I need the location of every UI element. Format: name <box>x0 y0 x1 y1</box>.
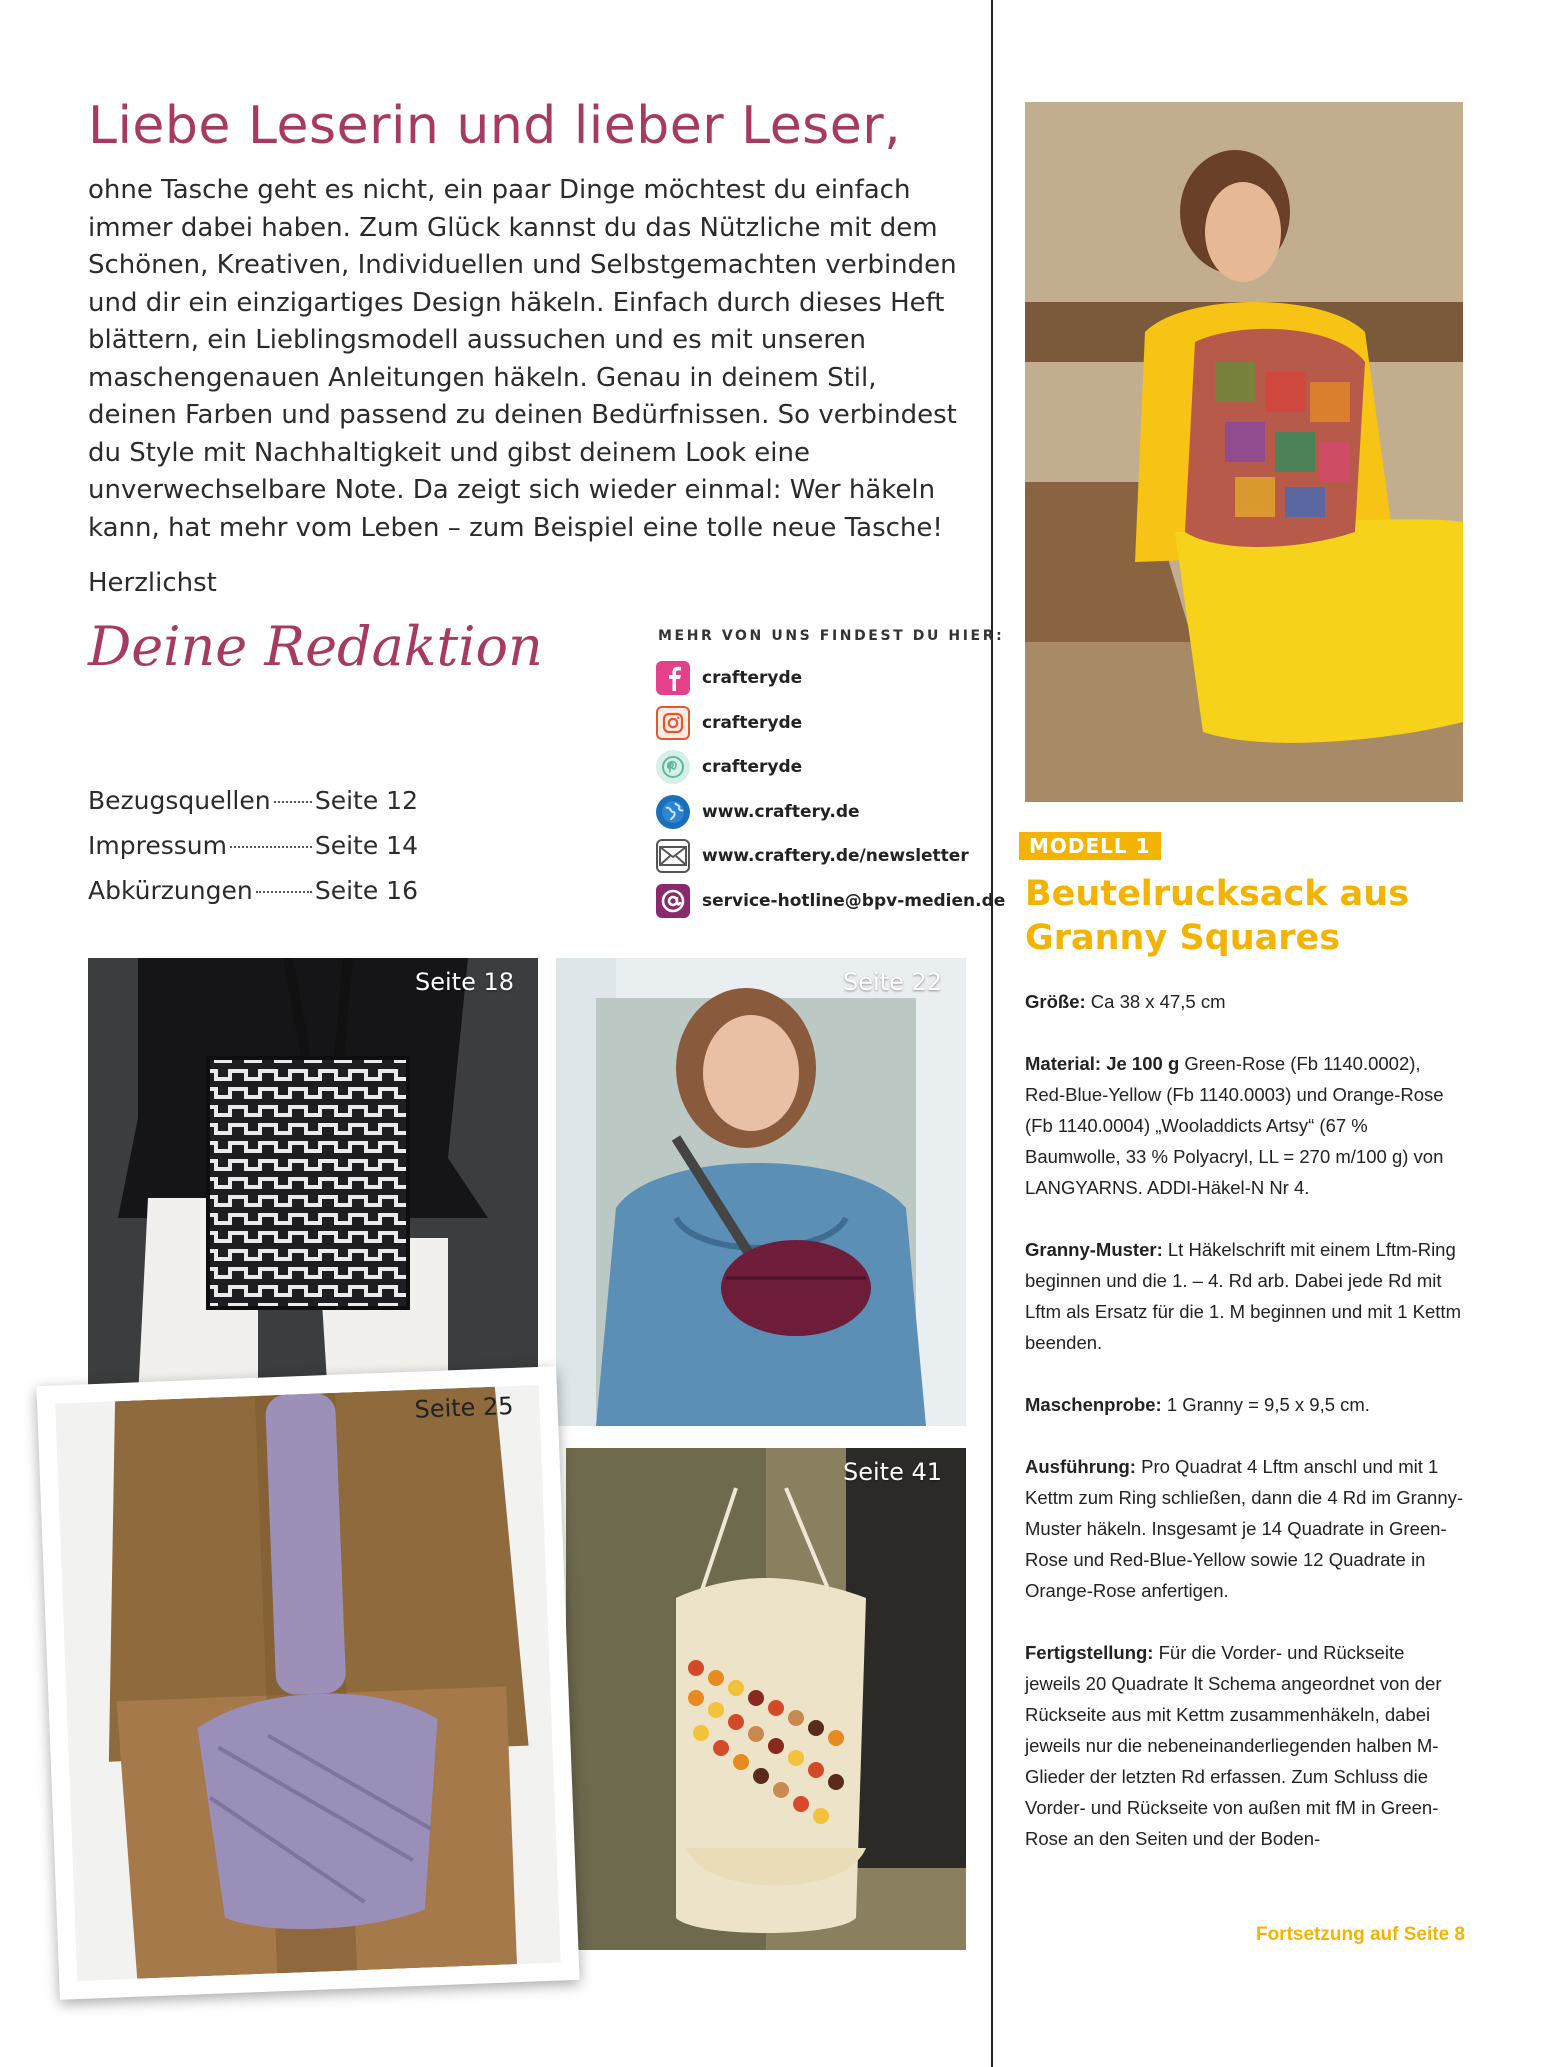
social-text: service-hotline@bpv-medien.de <box>702 890 1006 911</box>
social-item-facebook[interactable] <box>656 656 1005 701</box>
toc-dots <box>274 801 312 803</box>
article-title: Beutelrucksack aus Granny Squares <box>1025 874 1410 958</box>
column-divider <box>991 0 993 2067</box>
article-section <box>1025 986 1465 1017</box>
section-text: Pro Quadrat 4 Lftm anschl und mit 1 Kettm zum Ring schließen, dann die 4 Rd im Granny-Muster häkeln. Insgesamt je 14 Quadrate in Green-Rose und Red-Blue-Yellow sowie 12 Quadrate in Orange-Rose anfertigen. <box>1025 1456 1464 1601</box>
model-badge: MODELL 1 <box>1019 832 1161 860</box>
editorial-closing: Herzlichst <box>88 568 217 598</box>
photo-belt-bag <box>556 958 966 1426</box>
section-label: Granny-Muster: <box>1025 1239 1163 1260</box>
social-text: crafteryde <box>702 712 803 733</box>
social-list <box>656 656 1005 923</box>
photo-knot-bag <box>55 1385 561 1981</box>
section-text: 1 Granny = 9,5 x 9,5 cm. <box>1161 1394 1370 1415</box>
table-of-contents <box>88 786 418 921</box>
toc-page: Seite 16 <box>314 876 418 905</box>
continue-link[interactable]: Fortsetzung auf Seite 8 <box>1255 1924 1465 1945</box>
toc-row <box>88 831 418 876</box>
at-icon <box>656 884 690 918</box>
instagram-icon <box>656 706 690 740</box>
article-section <box>1025 1389 1465 1420</box>
social-item-pinterest[interactable] <box>656 745 1005 790</box>
photo-knot-bag-frame <box>36 1366 579 2000</box>
toc-row <box>88 876 418 921</box>
article-section <box>1025 1451 1465 1606</box>
section-label: Ausführung: <box>1025 1456 1136 1477</box>
toc-title: Impressum <box>88 831 227 860</box>
section-label: Fertigstellung: <box>1025 1642 1154 1663</box>
social-heading: MEHR VON UNS FINDEST DU HIER: <box>658 628 1005 644</box>
toc-dots <box>256 891 312 893</box>
social-item-hotline[interactable] <box>656 879 1005 924</box>
article-section <box>1025 1234 1465 1358</box>
social-text: www.craftery.de/newsletter <box>702 846 969 867</box>
editorial-signature: Deine Redaktion <box>88 615 543 678</box>
article-section <box>1025 1048 1465 1203</box>
section-text: Ca 38 x 47,5 cm <box>1085 991 1226 1012</box>
social-item-newsletter[interactable] <box>656 834 1005 879</box>
section-text: Lt Häkelschrift mit einem Lftm-Ring beginnen und die 1. – 4. Rd arb. Dabei jede Rd mit Lftm als Ersatz für die 1. M beginnen und mit 1 Kettm beenden. <box>1025 1239 1461 1353</box>
editorial-body: ohne Tasche geht es nicht, ein paar Dinge möchtest du einfach immer dabei haben. Zum Glück kannst du das Nützliche mit dem Schönen, Kreativen, Individuellen und Selbstgemachten verbinden und dir ein einzigartiges Design häkeln. Einfach durch dieses Heft blättern, ein Lieblingsmodell aussuchen und es mit unseren maschengenauen Anleitungen häkeln. Genau in deinem Stil, deinen Farben und passend zu deinen Bedürfnissen. So verbindest du Style mit Nachhaltigkeit und gibst deinem Look eine unverwechselbare Note. Da zeigt sich wieder einmal: Wer häkeln kann, hat mehr vom Leben – zum Beispiel eine tolle neue Tasche! <box>88 175 957 543</box>
photo-page-label: Seite 22 <box>842 968 942 996</box>
social-item-instagram[interactable] <box>656 701 1005 746</box>
social-item-website[interactable] <box>656 790 1005 835</box>
article-body <box>1025 986 1465 1885</box>
social-text: www.craftery.de <box>702 801 860 822</box>
editorial-greeting: Liebe Leserin und lieber Leser, <box>88 96 902 156</box>
section-label: Größe: <box>1025 991 1086 1012</box>
social-text: crafteryde <box>702 757 803 778</box>
photo-zigzag-bag <box>88 958 538 1398</box>
section-label: Maschenprobe: <box>1025 1394 1162 1415</box>
globe-icon <box>656 795 690 829</box>
photo-page-label: Seite 25 <box>414 1391 515 1424</box>
pinterest-icon <box>656 750 690 784</box>
photo-model-backpack <box>1025 102 1463 802</box>
toc-page: Seite 14 <box>314 831 418 860</box>
toc-title: Abkürzungen <box>88 876 253 905</box>
mail-icon <box>656 839 690 873</box>
toc-row <box>88 786 418 831</box>
facebook-icon <box>656 661 690 695</box>
section-label: Material: Je 100 g <box>1025 1053 1180 1074</box>
photo-bead-bag <box>566 1448 966 1950</box>
photo-page-label: Seite 41 <box>842 1458 942 1486</box>
toc-dots <box>230 846 312 848</box>
social-text: crafteryde <box>702 668 803 689</box>
section-text: Für die Vorder- und Rückseite jeweils 20 Quadrate lt Schema angeordnet von der Rückseite aus mit Kettm zusammenhäkeln, dabei jeweils nur die nebeneinanderliegenden halben M-Glieder der letzten Rd erfassen. Zum Schluss die Vorder- und Rückseite von außen mit fM in Green-Rose an den Seiten und der Boden- <box>1025 1642 1442 1849</box>
article-section <box>1025 1637 1465 1854</box>
toc-page: Seite 12 <box>314 786 418 815</box>
section-text: Green-Rose (Fb 1140.0002), Red-Blue-Yellow (Fb 1140.0003) und Orange-Rose (Fb 1140.0004) „Wooladdicts Artsy“ (67 % Baumwolle, 33 % Polyacryl, LL = 270 m/100 g) von LANGYARNS. ADDI-Häkel-N Nr 4. <box>1025 1053 1444 1198</box>
photo-page-label: Seite 18 <box>414 968 514 996</box>
toc-title: Bezugsquellen <box>88 786 271 815</box>
